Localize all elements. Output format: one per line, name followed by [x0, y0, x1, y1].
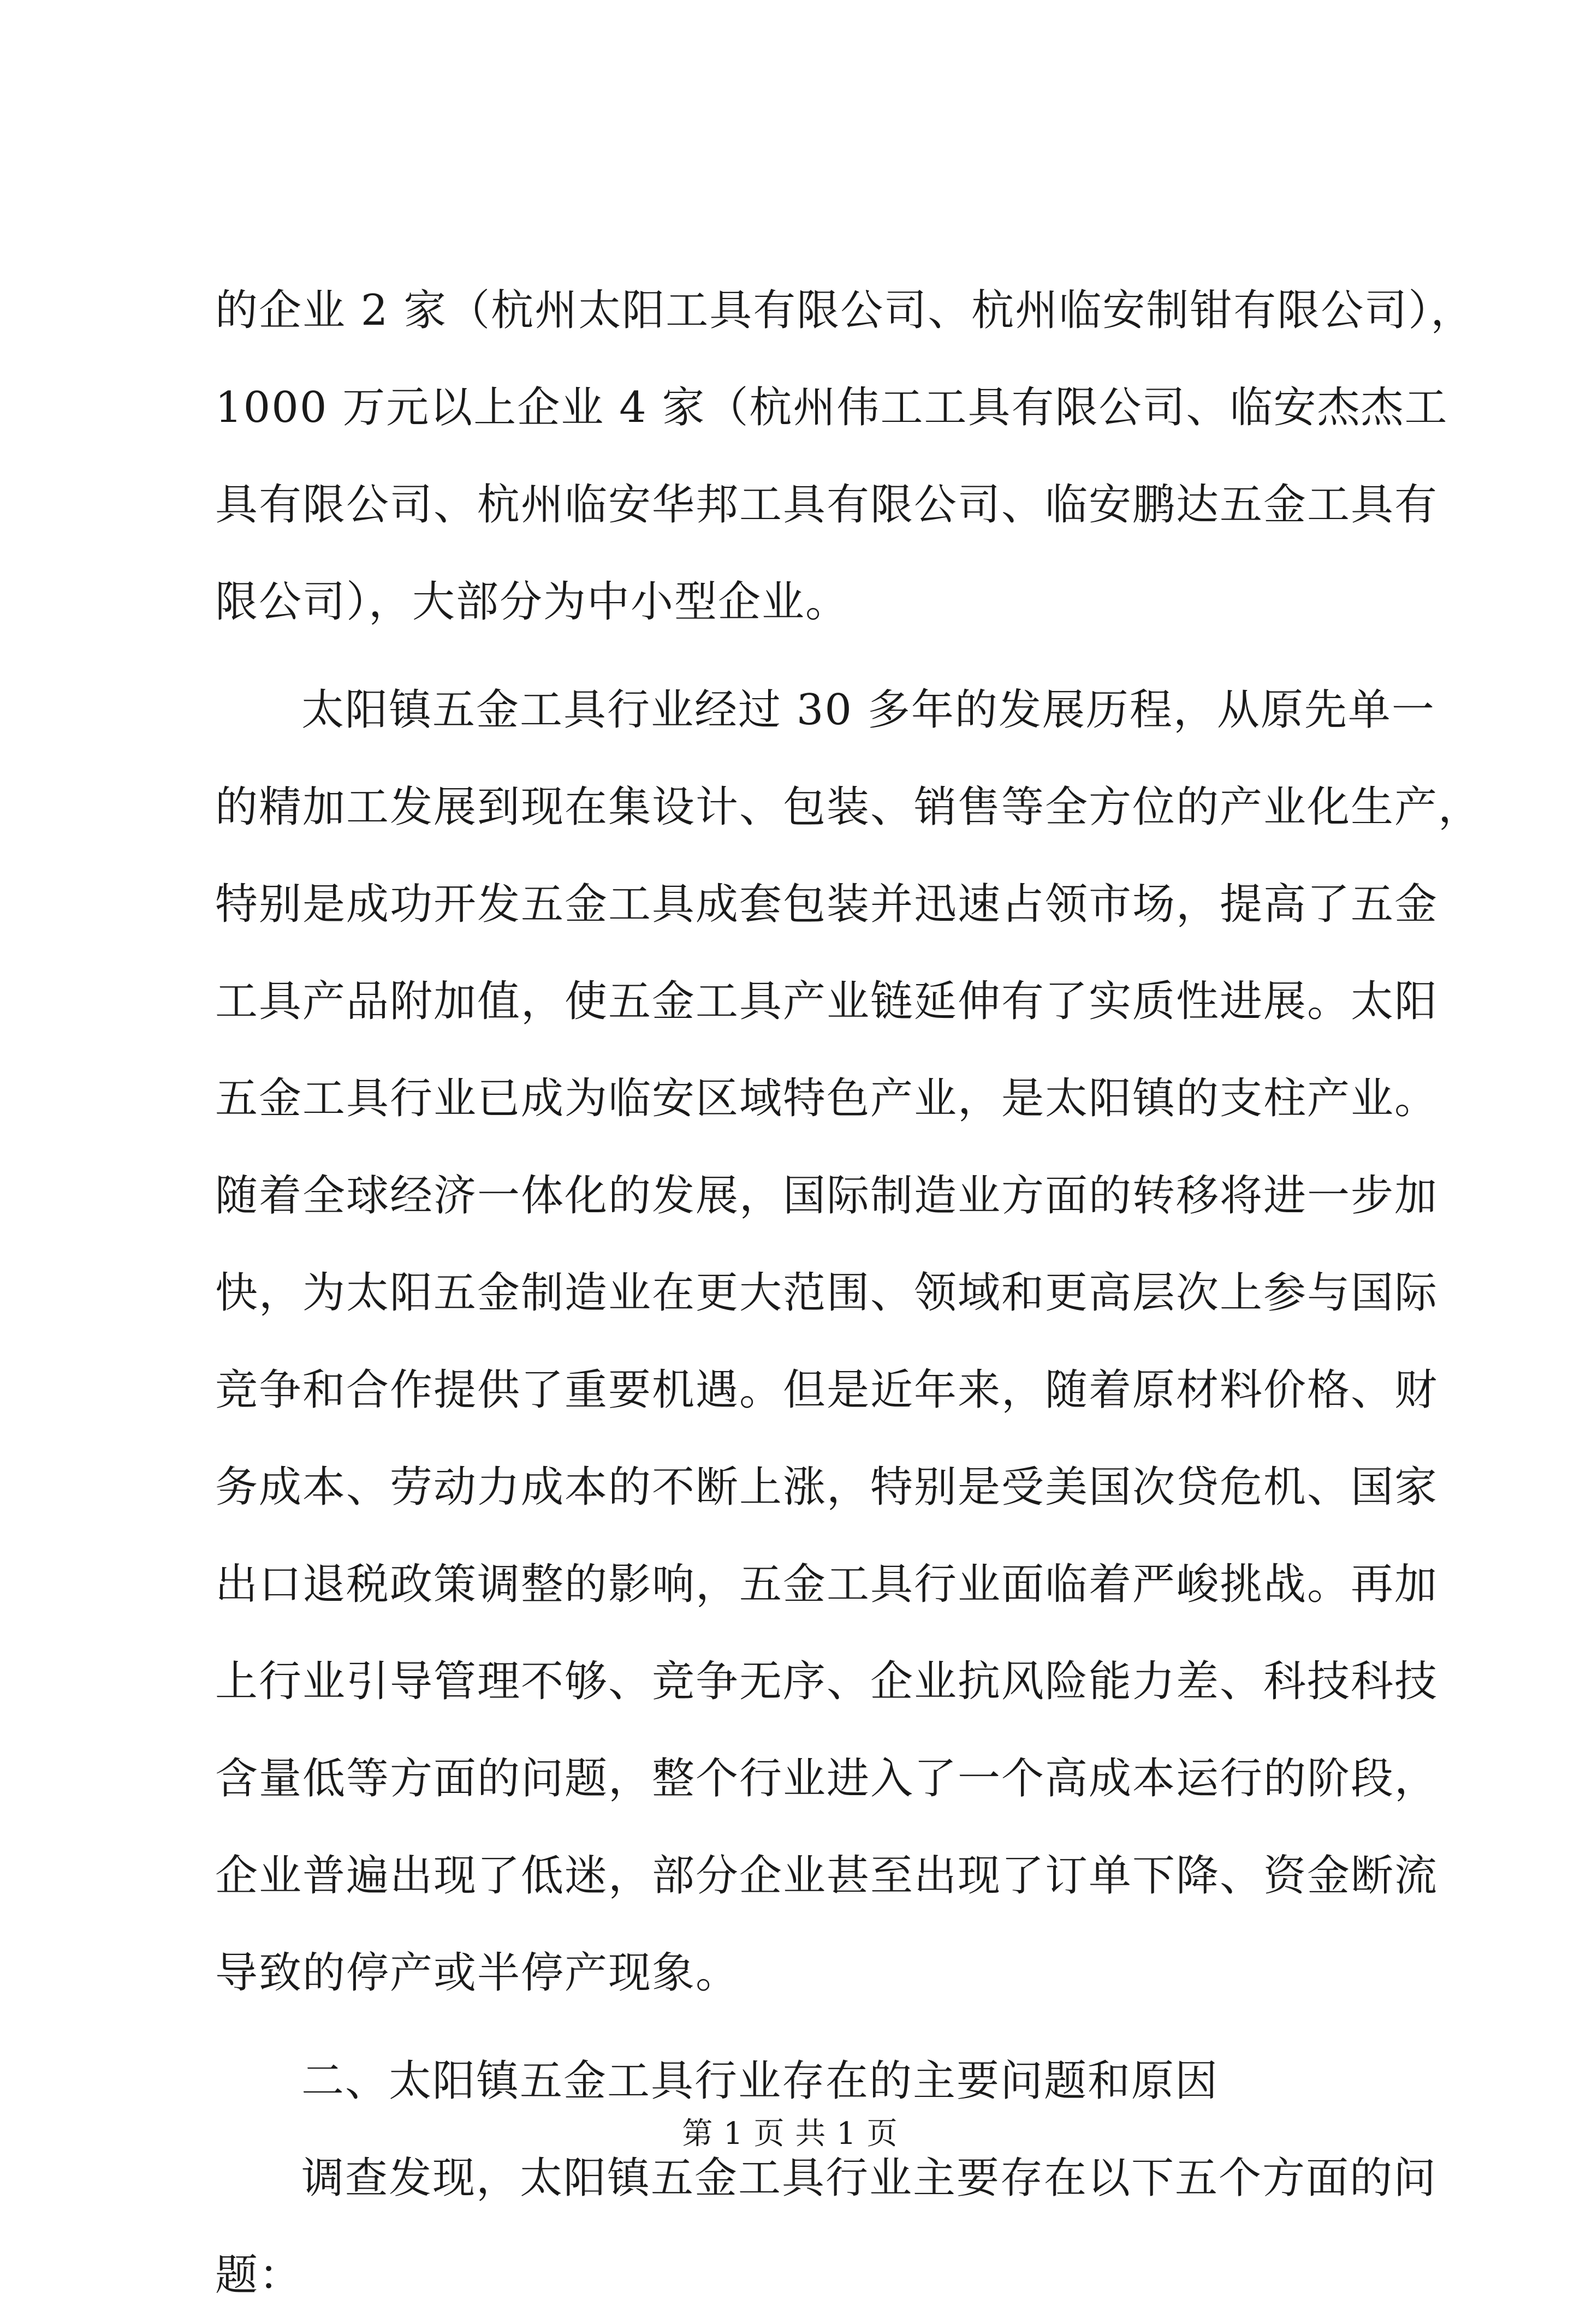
text-line: 限公司），大部分为中小型企业。 [215, 577, 850, 627]
text-line: 快，为太阳五金制造业在更大范围、领域和更高层次上参与国际 [215, 1268, 1439, 1318]
text-line: 竞争和合作提供了重要机遇。但是近年来，随着原材料价格、财 [215, 1366, 1439, 1415]
paragraph-enterprise-list [215, 262, 1475, 651]
text-line: 企业普遍出现了低迷，部分企业甚至出现了订单下降、资金断流 [215, 1851, 1439, 1900]
page-number-footer: 第 1 页 共 1 页 [682, 2116, 898, 2152]
text-line: 随着全球经济一体化的发展，国际制造业方面的转移将进一步加 [215, 1171, 1439, 1220]
text-line: 的精加工发展到现在集设计、包装、销售等全方位的产业化生产， [215, 783, 1482, 832]
text-line: 含量低等方面的问题，整个行业进入了一个高成本运行的阶段， [215, 1754, 1439, 1803]
paragraph-survey-findings [215, 2130, 1438, 2324]
section-heading-text: 二、太阳镇五金工具行业存在的主要问题和原因 [301, 2057, 1219, 2106]
text-line: 导致的停产或半停产现象。 [215, 1948, 740, 1998]
document-body [215, 262, 1482, 2324]
text-line: 的企业 2 家（杭州太阳工具有限公司、杭州临安制钳有限公司）， [215, 286, 1475, 335]
text-line: 上行业引导管理不够、竞争无序、企业抗风险能力差、科技科技 [215, 1657, 1439, 1706]
text-line: 出口退税政策调整的影响，五金工具行业面临着严峻挑战。再加 [215, 1560, 1439, 1609]
text-line: 务成本、劳动力成本的不断上涨，特别是受美国次贷危机、国家 [215, 1463, 1439, 1512]
text-line: 工具产品附加值，使五金工具产业链延伸有了实质性进展。太阳 [215, 977, 1439, 1026]
text-line: 五金工具行业已成为临安区域特色产业，是太阳镇的支柱产业。 [215, 1074, 1439, 1123]
text-line: 1000 万元以上企业 4 家（杭州伟工工具有限公司、临安杰杰工 [215, 383, 1448, 432]
text-line: 特别是成功开发五金工具成套包装并迅速占领市场，提高了五金 [215, 880, 1439, 929]
text-line: 题： [215, 2251, 303, 2300]
text-line: 调查发现，太阳镇五金工具行业主要存在以下五个方面的问 [301, 2154, 1438, 2203]
text-line: 太阳镇五金工具行业经过 30 多年的发展历程，从原先单一 [301, 686, 1435, 735]
paragraph-industry-development [215, 662, 1482, 2022]
text-line: 具有限公司、杭州临安华邦工具有限公司、临安鹏达五金工具有 [215, 480, 1439, 529]
